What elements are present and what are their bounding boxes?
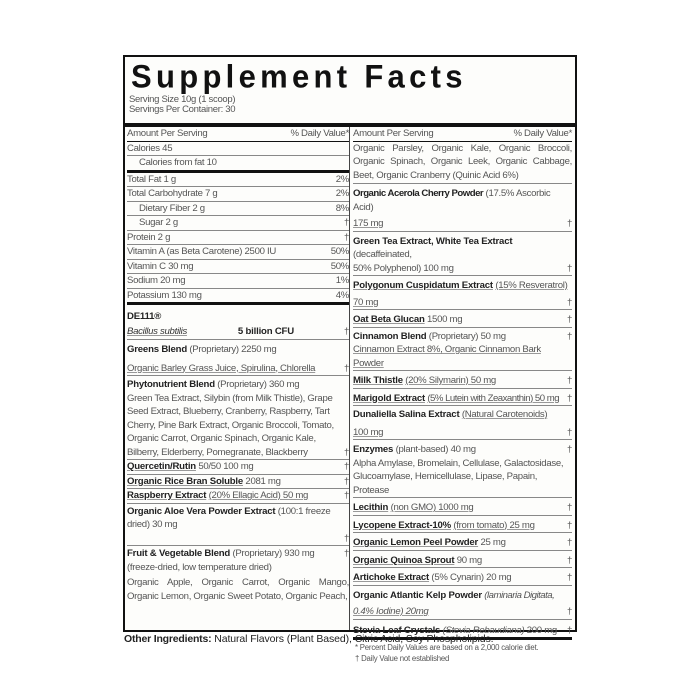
- dagger: †: [566, 426, 572, 438]
- nutrient-name: Potassium 130 mg: [127, 289, 202, 301]
- fruit-vegetable-blend-continued: Organic Parsley, Organic Kale, Organic Broccoli, Organic Spinach, Organic Leek, Organic Cabbage, Beet, Organic Cranberry (Quinic Acid 6%): [353, 142, 572, 185]
- ingredient-detail: (decaffeinated,: [353, 249, 412, 260]
- ingredient-row: [353, 498, 572, 516]
- footnote-dagger: † Daily Value not established: [355, 654, 450, 663]
- panel-title: Supplement Facts: [131, 58, 467, 95]
- nutrient-dv: 50%: [330, 246, 349, 257]
- ingredient-name: Organic Lemon Peel Powder: [353, 537, 479, 548]
- ingredient-name: Artichoke Extract: [353, 572, 430, 583]
- dagger: †: [566, 624, 572, 636]
- ingredient-row: [353, 533, 572, 551]
- ingredient-name: Organic Quinoa Sprout: [353, 554, 455, 566]
- ingredient-detail: (Proprietary) 930 mg: [232, 548, 315, 559]
- dunaliella-extract: [353, 406, 572, 440]
- ingredient-row: [353, 516, 572, 534]
- ingredient-amount: 0.4% Iodine) 20mg: [353, 606, 429, 617]
- ingredient-name: Lycopene Extract-10%: [353, 519, 452, 531]
- column-divider: [349, 127, 350, 630]
- acerola-cherry-powder: [353, 184, 572, 232]
- nutrient-row: [127, 173, 349, 188]
- ingredient-name: Organic Rice Bran Soluble: [127, 475, 244, 487]
- ingredient-subtitle: (freeze-dried, low temperature dried): [127, 561, 272, 573]
- amount-per-serving-label: Amount Per Serving: [353, 128, 434, 139]
- nutrient-dv: 2%: [335, 173, 349, 185]
- organism-name: Bacillus subtilis: [127, 326, 187, 337]
- ingredient-amount: 175 mg: [353, 218, 384, 229]
- ingredient-row: [353, 310, 572, 328]
- dagger: †: [566, 444, 572, 455]
- dagger: †: [566, 218, 572, 229]
- ingredient-name: Organic Aloe Vera Powder Extract: [127, 505, 276, 517]
- serving-size: Serving Size 10g (1 scoop): [129, 94, 236, 105]
- ingredient-name: Cinnamon Blend: [353, 330, 427, 342]
- tea-extract: [353, 232, 572, 277]
- nutrient-name: Sodium 20 mg: [127, 275, 186, 286]
- dagger: †: [566, 572, 572, 583]
- ingredient-detail: (5% Cynarin) 20 mg: [431, 572, 512, 583]
- ingredient-name: Greens Blend: [127, 344, 187, 355]
- ingredient-name: Green Tea Extract, White Tea Extract: [353, 235, 513, 247]
- nutrient-dv: 4%: [335, 289, 349, 301]
- nutrient-name: Total Fat 1 g: [127, 173, 176, 185]
- ingredient-detail: (15% Resveratrol): [495, 280, 568, 291]
- ingredient-detail: (5% Lutein with Zeaxanthin) 50 mg: [427, 392, 560, 404]
- nutrient-name: Calories from fat 10: [139, 157, 217, 168]
- ingredient-row: [127, 475, 349, 490]
- ingredient-detail: 50/50 100 mg: [198, 461, 254, 472]
- ingredient-row: [353, 389, 572, 407]
- dagger: †: [566, 502, 572, 513]
- ingredient-row: [353, 551, 572, 569]
- dagger: †: [566, 537, 572, 548]
- ingredient-detail: 25 mg: [480, 537, 506, 548]
- ingredient-name: Enzymes: [353, 444, 394, 455]
- nutrient-dv: 50%: [330, 260, 349, 272]
- left-column: [127, 127, 349, 603]
- ingredient-row: [353, 371, 572, 389]
- dagger: †: [566, 330, 572, 342]
- dagger: †: [343, 362, 349, 374]
- nutrient-dv: †: [343, 231, 349, 243]
- nutrient-row: [127, 245, 349, 260]
- nutrient-name: Total Carbohydrate 7 g: [127, 188, 218, 199]
- nutrient-name: Protein 2 g: [127, 231, 171, 243]
- ingredient-contents: Organic Barley Grass Juice, Spirulina, Chlorella: [127, 362, 316, 374]
- dagger: †: [343, 532, 349, 544]
- ingredient-name: Lecithin: [353, 502, 389, 513]
- ingredient-detail: (Proprietary) 50 mg: [428, 330, 506, 342]
- footnote-percent-dv: * Percent Daily Values are based on a 2,000 calorie diet.: [355, 643, 539, 652]
- ingredient-name: Organic Atlantic Kelp Powder: [353, 589, 482, 601]
- ingredient-detail: (Proprietary) 360 mg: [217, 379, 300, 390]
- ingredient-detail: 90 mg: [456, 554, 482, 566]
- ingredient-name: Polygonum Cuspidatum Extract: [353, 280, 493, 291]
- nutrient-name: Vitamin A (as Beta Carotene) 2500 IU: [127, 246, 277, 257]
- serving-info: [129, 95, 235, 115]
- ingredient-detail: (17.5% Ascorbic Acid): [353, 188, 551, 213]
- ingredient-detail: (100:1 freeze dried) 30 mg: [127, 505, 331, 530]
- other-ingredients-text: Natural Flavors (Plant Based), Citric Acid, Soy Phospholipids.: [211, 633, 494, 645]
- de111-heading: [127, 305, 349, 324]
- nutrient-row: [127, 260, 349, 275]
- ingredient-name: Marigold Extract: [353, 392, 425, 404]
- ingredient-name: Stevia Leaf Crystals: [353, 624, 441, 636]
- ingredient-contents: Alpha Amylase, Bromelain, Cellulase, Galactosidase, Glucoamylase, Hemicellulase, Lipase, Papain, Protease: [353, 457, 564, 496]
- dagger: †: [566, 606, 572, 617]
- greens-blend: [127, 340, 349, 376]
- enzymes: [353, 440, 572, 498]
- nutrient-name: Sugar 2 g: [139, 217, 178, 228]
- ingredient-detail: (Stevia Rebaudiana): [442, 624, 525, 636]
- de111-title: DE111®: [127, 311, 162, 322]
- ingredient-detail: (20% Silymarin) 50 mg: [405, 375, 496, 386]
- polygonum-extract: [353, 276, 572, 310]
- daily-value-label: % Daily Value*: [513, 128, 572, 139]
- ingredient-row: [353, 568, 572, 586]
- ingredient-detail: (20% Ellagic Acid) 50 mg: [208, 490, 309, 501]
- ingredient-name: Quercetin/Rutin: [127, 461, 196, 472]
- ingredient-row: [127, 489, 349, 504]
- cfu-amount: 5 billion CFU: [237, 326, 294, 337]
- ingredient-name: Milk Thistle: [353, 375, 403, 386]
- ingredient-contents: Green Tea Extract, Silybin (from Milk Thistle), Grape Seed Extract, Blueberry, Cranberry, Raspberry, Tart Cherry, Pine Bark Extract, Organic Broccoli, Tomato, Organic Carrot, Organic Spinach, Organic Kale, Bilberry, Elderberry, Pomegranate, Blackberry: [127, 392, 334, 458]
- dagger: †: [566, 262, 572, 274]
- atlantic-kelp-powder: [353, 586, 572, 620]
- ingredient-detail: (Proprietary) 2250 mg: [189, 344, 277, 355]
- nutrient-dv: 8%: [335, 202, 349, 214]
- ingredient-name: Dunaliella Salina Extract: [353, 409, 460, 420]
- nutrient-dv: †: [343, 217, 349, 228]
- other-ingredients-label: Other Ingredients:: [124, 633, 212, 645]
- dagger: †: [566, 296, 572, 308]
- ingredient-detail: (from tomato) 25 mg: [453, 519, 535, 531]
- nutrient-dv: 2%: [335, 188, 349, 199]
- dagger: †: [566, 519, 572, 531]
- daily-value-label: % Daily Value*: [290, 128, 349, 139]
- dagger: †: [343, 326, 349, 337]
- ingredient-amount: 50% Polyphenol) 100 mg: [353, 262, 454, 274]
- dagger: †: [343, 475, 349, 487]
- nutrient-row: [127, 187, 349, 202]
- ingredient-detail: (Natural Carotenoids): [461, 409, 548, 420]
- nutrient-row: [127, 274, 349, 289]
- ingredient-detail: (non GMO) 1000 mg: [390, 502, 474, 513]
- ingredient-name: Raspberry Extract: [127, 490, 207, 501]
- fruit-vegetable-blend: [127, 546, 349, 603]
- nutrient-row: [127, 156, 349, 173]
- ingredient-detail: 2081 mg: [245, 475, 281, 487]
- dagger: †: [566, 375, 572, 386]
- right-column: [353, 127, 572, 664]
- dagger: †: [343, 446, 349, 458]
- dagger: †: [566, 314, 572, 325]
- servings-per-container: Servings Per Container: 30: [129, 104, 236, 115]
- ingredient-contents: Cinnamon Extract 8%, Organic Cinnamon Bark Powder: [353, 344, 541, 369]
- nutrient-row: [127, 202, 349, 217]
- dagger: †: [343, 548, 349, 559]
- nutrient-name: Vitamin C 30 mg: [127, 260, 194, 272]
- ingredient-name: Fruit & Vegetable Blend: [127, 548, 231, 559]
- ingredient-name: Oat Beta Glucan: [353, 314, 425, 325]
- nutrient-name: Calories 45: [127, 142, 173, 154]
- nutrient-name: Dietary Fiber 2 g: [139, 202, 205, 214]
- nutrient-row: [127, 231, 349, 246]
- cinnamon-blend: [353, 328, 572, 372]
- ingredient-name: Phytonutrient Blend: [127, 379, 215, 390]
- de111-row: [127, 324, 349, 340]
- ingredient-detail: (laminaria Digitata,: [484, 589, 555, 601]
- nutrient-dv: 1%: [335, 275, 349, 286]
- ingredient-amount: 200 mg: [526, 624, 557, 636]
- nutrient-row: [127, 289, 349, 306]
- ingredient-name: Organic Acerola Cherry Powder: [353, 188, 484, 199]
- dagger: †: [566, 392, 572, 404]
- dagger: †: [343, 490, 349, 501]
- ingredient-detail: (plant-based) 40 mg: [395, 444, 476, 455]
- column-header: [127, 127, 349, 142]
- phytonutrient-blend: [127, 376, 349, 460]
- dagger: †: [343, 461, 349, 472]
- other-ingredients: [124, 633, 493, 645]
- ingredient-contents: Organic Apple, Organic Carrot, Organic Mango, Organic Lemon, Organic Sweet Potato, Organic Peach,: [127, 577, 349, 602]
- amount-per-serving-label: Amount Per Serving: [127, 128, 208, 139]
- nutrient-row: [127, 142, 349, 157]
- nutrient-row: [127, 216, 349, 231]
- ingredient-amount: 70 mg: [353, 296, 379, 308]
- ingredient-amount: 100 mg: [353, 426, 384, 438]
- ingredient-detail: 1500 mg: [427, 314, 463, 325]
- ingredient-row: [127, 460, 349, 475]
- dagger: †: [566, 554, 572, 566]
- aloe-vera-extract: [127, 504, 349, 547]
- column-header: [353, 127, 572, 142]
